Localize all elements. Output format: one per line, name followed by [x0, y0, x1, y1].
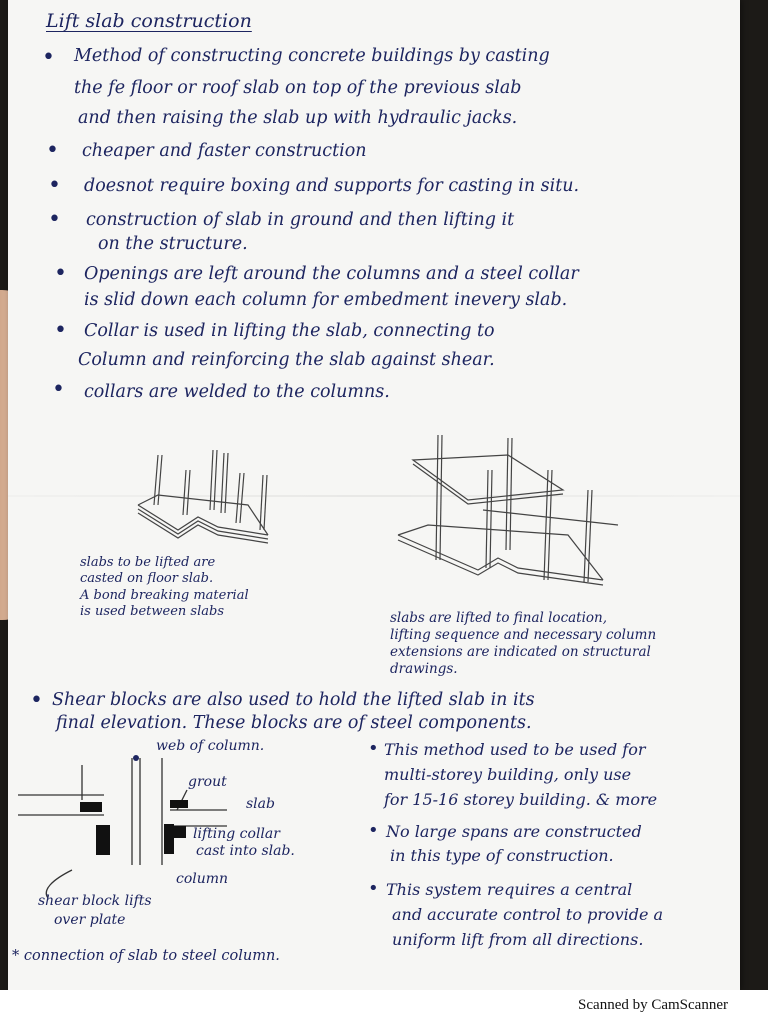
label-grout: grout: [188, 774, 227, 790]
caption-line: A bond breaking material: [80, 587, 249, 603]
note-line: This system requires a central: [386, 880, 633, 899]
point-line: Openings are left around the columns and a steel collar: [84, 264, 579, 284]
caption-line: extensions are indicated on structural: [390, 643, 651, 660]
intro-line: the fe floor or roof slab on top of the previous slab: [74, 78, 522, 98]
note-line: uniform lift from all directions.: [392, 930, 644, 949]
point-line: is slid down each column for embedment inevery slab.: [84, 290, 568, 310]
bullet-dot: •: [54, 318, 67, 343]
lifted-slabs-sketch: [388, 430, 628, 610]
bullet-dot: •: [368, 820, 379, 841]
note-line: in this type of construction.: [390, 846, 614, 865]
label-over-plate: over plate: [54, 912, 126, 928]
point-line: Collar is used in lifting the slab, connecting to: [84, 321, 495, 341]
diagram-caption: * connection of slab to steel column.: [12, 948, 280, 964]
bullet-dot: •: [368, 738, 379, 759]
label-column: column: [176, 871, 229, 887]
paper-fold: [8, 495, 740, 497]
footer-text: Scanned by CamScanner: [578, 997, 728, 1013]
note-line: No large spans are constructed: [386, 822, 642, 841]
caption-line: slabs are lifted to final location,: [390, 610, 608, 626]
bullet-dot: •: [48, 207, 61, 232]
bullet-dot: •: [42, 45, 55, 70]
intro-line: Method of constructing concrete buildings by casting: [74, 46, 550, 66]
caption-line: slabs to be lifted are: [80, 555, 216, 570]
bullet-dot: •: [368, 878, 379, 899]
point-line: collars are welded to the columns.: [84, 382, 390, 402]
note-line: This method used to be used for: [384, 740, 646, 759]
label-slab: slab: [246, 796, 275, 812]
left-sketch-caption: [80, 555, 249, 620]
note-line: for 15-16 storey building. & more: [384, 790, 658, 809]
caption-line: casted on floor slab.: [80, 571, 214, 587]
page-title: Lift slab construction: [46, 10, 252, 32]
label-web-of-column: web of column.: [156, 738, 265, 754]
caption-line: drawings.: [390, 660, 458, 677]
point-line: doesnot require boxing and supports for casting in situ.: [84, 176, 580, 196]
label-shear-block: shear block lifts: [38, 893, 152, 909]
caption-line: lifting sequence and necessary column: [390, 626, 657, 643]
shear-line: final elevation. These blocks are of steel components.: [56, 713, 532, 733]
point-line: construction of slab in ground and then lifting it: [86, 210, 515, 230]
label-lifting-collar: lifting collar: [193, 826, 280, 842]
scanner-footer: [0, 990, 768, 1024]
bullet-dot: •: [52, 377, 65, 402]
bullet-dot: •: [48, 173, 61, 198]
point-line: Column and reinforcing the slab against shear.: [78, 350, 495, 370]
right-sketch-caption: [390, 610, 656, 678]
shear-line: Shear blocks are also used to hold the lifted slab in its: [52, 690, 535, 710]
label-cast-into-slab: cast into slab.: [196, 843, 295, 859]
note-line: multi-storey building, only use: [384, 765, 632, 784]
stacked-slabs-sketch: [128, 445, 288, 555]
bullet-dot: •: [54, 261, 67, 286]
point-line: cheaper and faster construction: [82, 141, 367, 161]
bullet-dot: •: [30, 688, 43, 713]
notes-page: [8, 0, 740, 990]
bullet-dot: •: [46, 138, 59, 163]
intro-line: and then raising the slab up with hydraulic jacks.: [78, 108, 518, 128]
caption-line: is used between slabs: [80, 603, 224, 619]
note-line: and accurate control to provide a: [392, 905, 664, 924]
point-line: on the structure.: [98, 234, 248, 254]
